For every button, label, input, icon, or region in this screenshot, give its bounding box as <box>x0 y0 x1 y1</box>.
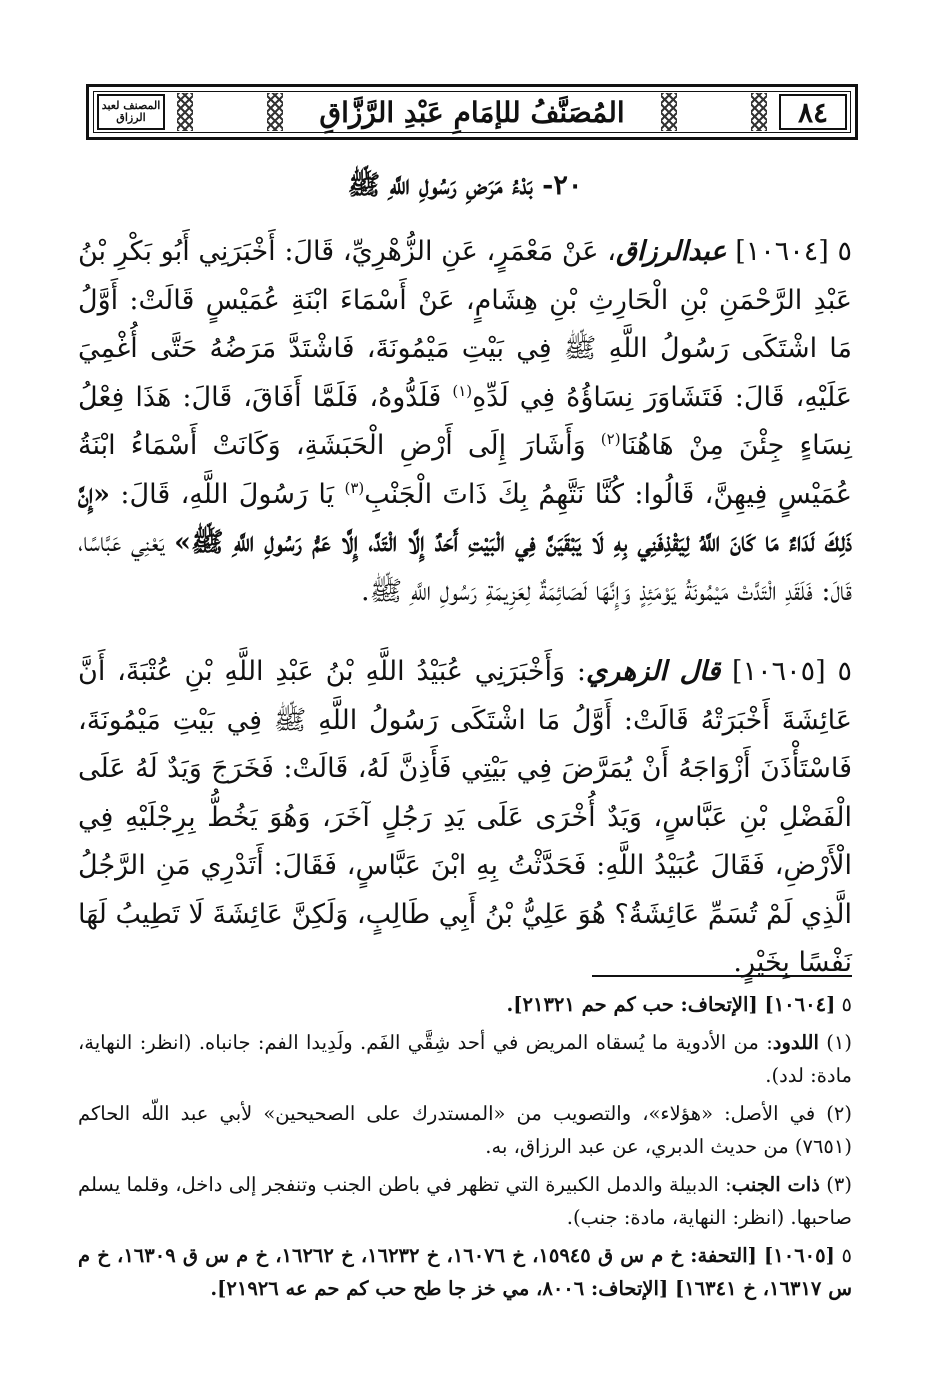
hadith-marker: ٥ <box>837 656 852 687</box>
hadith-text: ، عَنْ مَعْمَرٍ، عَنِ الزُّهْرِيِّ، قَالَ: أَخْبَرَنِي أَبُو بَكْرِ بْنُ عَبْدِ الرَّحْمَنِ بْنِ الْحَارِثِ بْنِ هِشَامٍ، عَنْ أَسْمَاءَ ابْنَةِ عُمَيْسٍ قَالَتْ: أَوَّلُ مَا اشْتَكَى رَسُولُ اللَّهِ ﷺ فِي بَيْتِ مَيْمُونَةَ، فَاشْتَدَّ مَرَضُهُ حَتَّى أُغْمِيَ عَلَيْهِ، قَالَ: فَتَشَاوَرَ نِسَاؤُهُ فِي لَدِّهِ <box>78 236 853 413</box>
page-header <box>86 84 858 140</box>
footnote-number: (٣) <box>826 1173 852 1196</box>
footnote-ref-1[interactable]: (١) <box>452 381 473 400</box>
hadith-number: [١٠٦٠٥] <box>732 656 826 687</box>
note-marker: ٥ <box>841 1244 852 1267</box>
footnote-term: اللدود <box>772 1031 819 1054</box>
footnote-text: : من الأدوية ما يُسقاه المريض في أحد شِقَّي الفَم. ولَدِيدا الفم: جانباه. (انظر: النهاية، مادة: لدد). <box>78 1031 852 1087</box>
hadith-text: : وَأَخْبَرَنِي عُبَيْدُ اللَّهِ بْنُ عَبْدِ اللَّهِ بْنِ عُتْبَةَ، أَنَّ عَائِشَةَ أَخْبَرَتْهُ قَالَتْ: أَوَّلُ مَا اشْتَكَى رَسُولُ اللَّهِ ﷺ فِي بَيْتِ مَيْمُونَةَ، فَاسْتَأْذَنَ أَزْوَاجَهُ أَنْ يُمَرَّضَ فِي بَيْتِي فَأَذِنَّ لَهُ، قَالَتْ: فَخَرَجَ وَيَدٌ لَهُ عَلَى الْفَضْلِ بْنِ عَبَّاسٍ، وَيَدٌ أُخْرَى عَلَى يَدِ رَجُلٍ آخَرَ، وَهُوَ يَخُطُّ بِرِجْلَيْهِ فِي الْأَرْضِ، فَقَالَ عُبَيْدُ اللَّهِ: فَحَدَّثْتُ بِهِ ابْنَ عَبَّاسٍ، فَقَالَ: أَتَدْرِي مَنِ الرَّجُلُ الَّذِي لَمْ تُسَمِّ عَائِشَةُ؟ هُوَ عَلِيُّ بْنُ أَبِي طَالِبٍ، وَلَكِنَّ عَائِشَةَ لَا تَطِيبُ لَهَا نَفْسًا بِخَيْرٍ. <box>78 656 852 978</box>
note-text: [١٠٦٠٤] [الإتحاف: حب كم حم ٢١٣٢١]. <box>506 993 836 1016</box>
hadith-10605 <box>78 648 852 988</box>
hadith-text: فَلَدُّوهُ، فَلَمَّا أَفَاقَ، قَالَ: هَذَا فِعْلُ نِسَاءٍ جِئْنَ مِنْ هَاهُنَا <box>78 381 852 461</box>
book-title: المُصَنَّفُ للإمَامِ عَبْدِ الرَّزَّاقِ <box>319 95 625 129</box>
footnote-3 <box>78 1168 852 1234</box>
chapter-heading: ٢٠- بَدْءُ مَرَضِ رَسُولِ اللَّهِ ﷺ <box>347 170 583 201</box>
footnote-number: (٢) <box>826 1102 852 1125</box>
takhrij-note-10605 <box>78 1239 852 1305</box>
note-text: [١٠٦٠٥] [التحفة: خ م س ق ١٥٩٤٥، خ ١٦٠٧٦، خ ١٦٢٣٢، خ ١٦٢٦٢، خ م س ق ١٦٣٠٩، خ م س ١٦٣١٧، خ ١٦٣٤١] [الإتحاف: ٨٠٠٦، مي خز جا طح حب كم حم عه ٢١٩٢٦]. <box>78 1244 852 1300</box>
footnote-text: : الدبيلة والدمل الكبيرة التي تظهر في باطن الجنب وتنفجر إلى داخل، وقلما يسلم صاحبها. (انظر: النهاية، مادة: جنب). <box>78 1173 852 1229</box>
hadith-text: وَأَشَارَ إِلَى أَرْضِ الْحَبَشَةِ، وَكَانَتْ أَسْمَاءُ ابْنَةُ عُمَيْسٍ فِيهِنَّ، قَالُوا: كُنَّا نَتَّهِمُ بِكَ ذَاتَ الْجَنْبِ <box>78 430 853 510</box>
page-number: ٨٤ <box>779 94 847 130</box>
hadith-10604 <box>78 228 852 616</box>
footnote-ref-2[interactable]: (٢) <box>600 430 621 448</box>
hadith-text: يَعْنِي عَبَّاسًا، قَالَ: فَلَقَدِ الْتَدَّتْ مَيْمُونَةُ يَوْمَئِذٍ وَإِنَّهَا لَصَائِمَةٌ لِعَزِيمَةِ رَسُولِ اللَّهِ ﷺ. <box>78 527 852 607</box>
footnote-divider <box>592 975 852 977</box>
footnote-text: في الأصل: «هؤلاء»، والتصويب من «المستدرك على الصحيحين» لأبي عبد اللّه الحاكم (٧٦٥١) من حديث الدبري، عن عبد الرزاق، به. <box>78 1102 852 1158</box>
takhrij-note-10604 <box>78 988 852 1021</box>
hadith-marker: ٥ <box>837 236 852 267</box>
hadith-narrator: عبدالرزاق <box>615 236 727 267</box>
footnote-term: ذات الجنب <box>731 1173 820 1196</box>
ornament-right-1 <box>751 93 767 131</box>
footnotes <box>78 988 852 1310</box>
footnote-number: (١) <box>826 1031 852 1054</box>
hadith-narrator: قال الزهري <box>585 656 721 687</box>
note-marker: ٥ <box>841 993 852 1016</box>
ornament-left-1 <box>177 93 193 131</box>
ornament-right-2 <box>661 93 677 131</box>
footnote-ref-3[interactable]: (٣) <box>344 478 365 497</box>
footnote-1 <box>78 1026 852 1092</box>
footnote-2 <box>78 1097 852 1163</box>
hadith-text: يَا رَسُولَ اللَّهِ، قَالَ: <box>120 478 335 510</box>
book-logo: المصنف لعبد الرزاق <box>97 94 165 130</box>
ornament-left-2 <box>267 93 283 131</box>
hadith-number: [١٠٦٠٤] <box>735 236 829 267</box>
prophet-quote: «إِنَّ ذَلِكَ لَدَاءٌ مَا كَانَ اللَّهُ لِيَقْذِفَنِي بِهِ لَا يَبْقَيَنَّ فِي الْبَيْتِ أَحَدٌ إِلَّا الْتَدَّ، إِلَّا عَمُّ رَسُولِ اللَّهِ ﷺ» <box>78 478 853 558</box>
